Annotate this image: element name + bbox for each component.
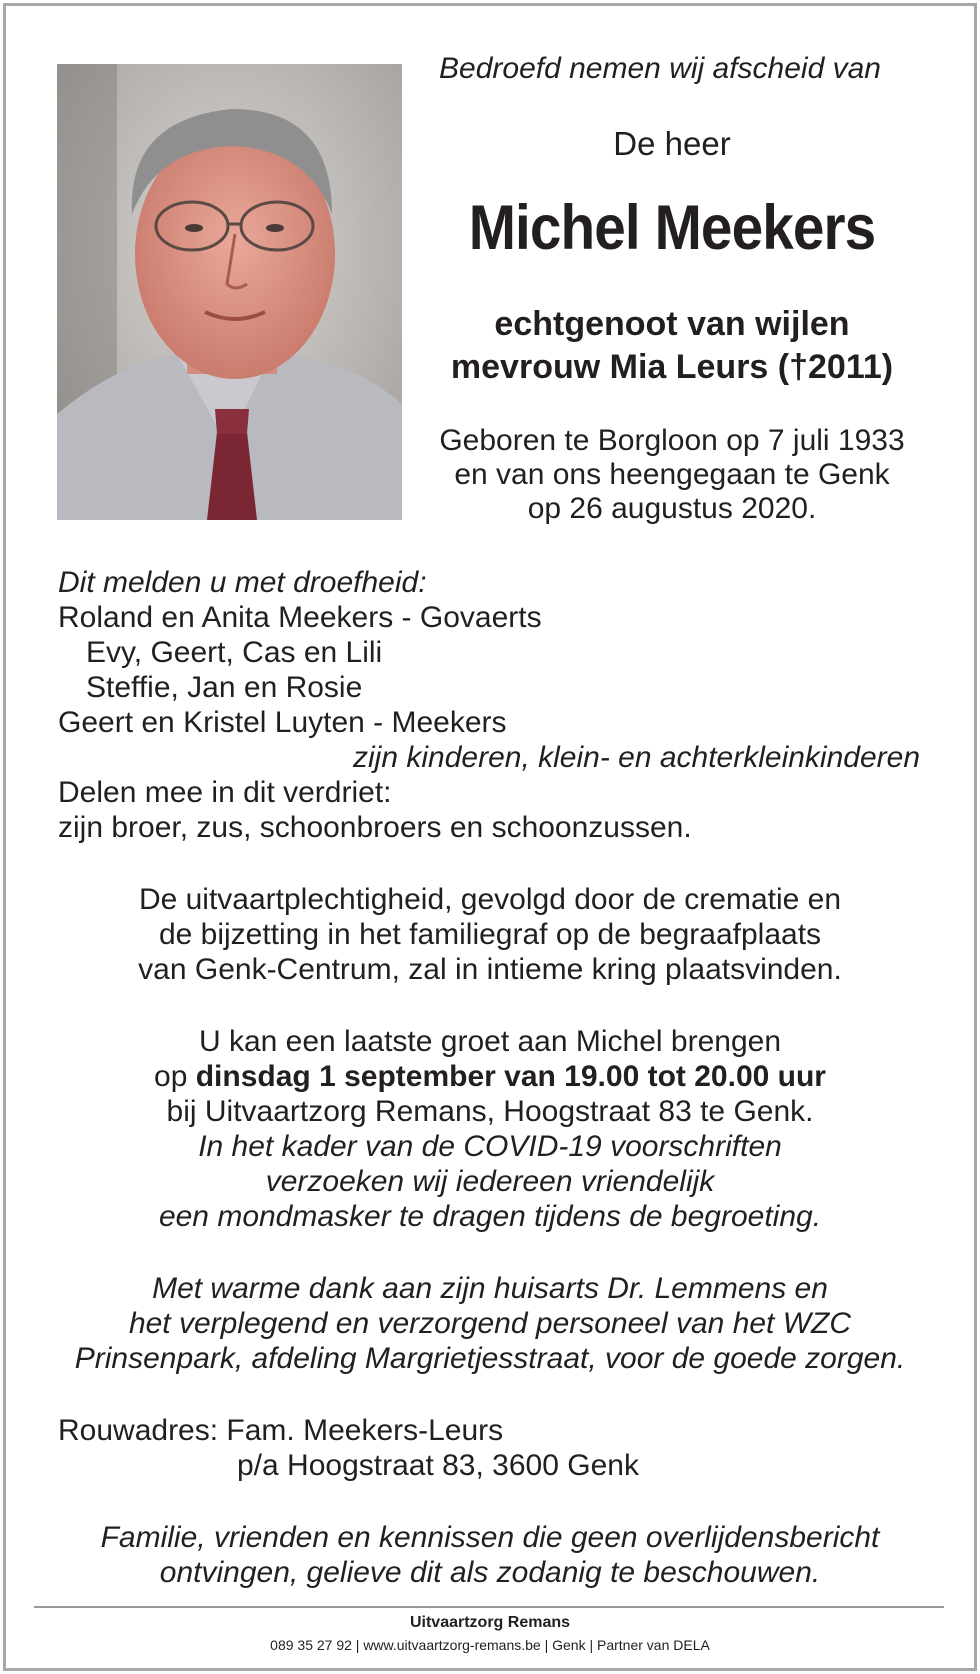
visit-date-prefix: op	[154, 1060, 196, 1093]
footer-divider	[34, 1606, 944, 1608]
covid-line: In het kader van de COVID-19 voorschriften	[198, 1130, 782, 1163]
covid-line: een mondmasker te dragen tijdens de begroeting.	[158, 1200, 822, 1233]
ceremony-line: de bijzetting in het familiegraf op de begraafplaats	[158, 918, 822, 951]
birth-death-info	[402, 424, 942, 526]
honorific: De heer	[613, 125, 731, 162]
ceremony-line: De uitvaartplechtigheid, gevolgd door de crematie en	[138, 883, 842, 916]
address-line: Rouwadres: Fam. Meekers-Leurs	[58, 1414, 504, 1447]
spouse-info	[402, 303, 942, 389]
visit-date	[30, 1059, 950, 1094]
visit-location: bij Uitvaartzorg Remans, Hoogstraat 83 te Genk.	[166, 1095, 814, 1128]
covid-line: verzoeken wij iedereen vriendelijk	[265, 1165, 715, 1198]
notice-line: ontvingen, gelieve dit als zodanig te beschouwen.	[159, 1556, 821, 1589]
deceased-name: Michel Meekers	[468, 193, 876, 263]
thanks-line: het verplegend en verzorgend personeel van het WZC	[128, 1307, 852, 1340]
thanks-line: Prinsenpark, afdeling Margrietjesstraat, voor de goede zorgen.	[74, 1342, 906, 1375]
born-line: op 26 augustus 2020.	[527, 492, 817, 525]
family-intro: Dit melden u met droefheid:	[58, 566, 427, 599]
spouse-line: echtgenoot van wijlen	[494, 305, 850, 343]
funeral-home-name: Uitvaartzorg Remans	[409, 1614, 571, 1631]
family-line: Evy, Geert, Cas en Lili	[86, 636, 383, 669]
family-relation: zijn kinderen, klein- en achterkleinkinderen	[353, 741, 920, 774]
family-line: Geert en Kristel Luyten - Meekers	[58, 706, 507, 739]
visit-date-bold: dinsdag 1 september van 19.00 tot 20.00 uur	[195, 1060, 826, 1093]
share-line: zijn broer, zus, schoonbroers en schoonzussen.	[58, 811, 692, 844]
family-line: Steffie, Jan en Rosie	[86, 671, 363, 704]
share-intro: Delen mee in dit verdriet:	[58, 776, 392, 809]
visit-line: U kan een laatste groet aan Michel brengen	[198, 1025, 782, 1058]
intro-text: Bedroefd nemen wij afscheid van	[439, 52, 881, 85]
born-line: en van ons heengegaan te Genk	[454, 458, 890, 491]
thanks-line: Met warme dank aan zijn huisarts Dr. Lemmens en	[152, 1272, 828, 1305]
born-line: Geboren te Borgloon op 7 juli 1933	[439, 424, 905, 457]
notice-line: Familie, vrienden en kennissen die geen overlijdensbericht	[100, 1521, 880, 1554]
spouse-line: mevrouw Mia Leurs (†2011)	[450, 348, 894, 386]
family-line: Roland en Anita Meekers - Govaerts	[58, 601, 542, 634]
portrait-photo	[57, 64, 402, 520]
ceremony-line: van Genk-Centrum, zal in intieme kring plaatsvinden.	[138, 953, 842, 986]
address-line: p/a Hoogstraat 83, 3600 Genk	[237, 1449, 639, 1482]
funeral-home-contact: 089 35 27 92 | www.uitvaartzorg-remans.be | Genk | Partner van DELA	[270, 1637, 710, 1653]
